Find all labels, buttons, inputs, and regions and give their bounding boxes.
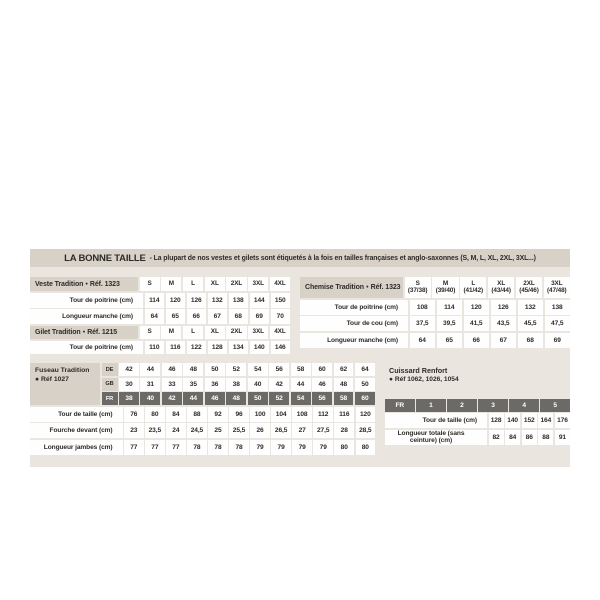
- bullet-icon: ●: [365, 284, 369, 289]
- table-row: [30, 440, 375, 455]
- row-label-cell: Tour de taille (cm): [385, 413, 487, 428]
- table-row: [30, 309, 290, 324]
- value-cell: 27,5: [313, 423, 333, 438]
- size-header-cell: 4XL: [270, 277, 290, 291]
- size-value-cell: 38: [119, 392, 139, 405]
- size-value-cell: 56: [312, 392, 332, 405]
- table-fuseau-tradition: [30, 363, 375, 455]
- value-cell: 77: [124, 440, 144, 455]
- row-label-cell: Tour de poitrine (cm): [300, 300, 408, 315]
- size-grid: [102, 363, 376, 405]
- value-cell: 108: [292, 407, 312, 422]
- size-value-cell: 52: [269, 392, 289, 405]
- size-value-cell: 58: [334, 392, 354, 405]
- table-row: [300, 333, 570, 348]
- table-chemise-tradition: [300, 277, 570, 348]
- size-value-cell: 52: [226, 363, 246, 376]
- table-title: Cuissard Renfort: [389, 366, 448, 375]
- size-value-cell: 36: [205, 378, 225, 391]
- value-cell: 176: [555, 413, 570, 428]
- value-cell: 150: [271, 293, 291, 308]
- value-cell: 122: [187, 341, 207, 354]
- value-cell: 41,5: [464, 316, 490, 331]
- value-cell: 67: [208, 309, 228, 324]
- size-header-cell: 3XL: [248, 277, 268, 291]
- bullet-icon: ●: [85, 280, 88, 286]
- value-cell: 68: [229, 309, 249, 324]
- table-header-row: [30, 277, 290, 291]
- value-cell: 104: [271, 407, 291, 422]
- value-cell: 79: [313, 440, 333, 455]
- size-header-cell: S: [140, 277, 160, 291]
- table-row: [30, 423, 375, 438]
- value-cell: 68: [518, 333, 544, 348]
- value-cell: 140: [505, 413, 520, 428]
- row-label-cell: Tour de poitrine (cm): [30, 293, 143, 308]
- size-value-cell: 48: [334, 378, 354, 391]
- value-cell: 110: [145, 341, 165, 354]
- value-cell: 108: [410, 300, 436, 315]
- value-cell: 126: [187, 293, 207, 308]
- size-header-cell: XL: [205, 277, 225, 291]
- row-label-cell: Fourche devant (cm): [30, 423, 123, 438]
- value-cell: 116: [166, 341, 186, 354]
- size-value-cell: 50: [248, 392, 268, 405]
- value-cell: 70: [271, 309, 291, 324]
- value-cell: 24,5: [187, 423, 207, 438]
- value-cell: 88: [187, 407, 207, 422]
- table-row: [300, 300, 570, 315]
- size-value-cell: 60: [312, 363, 332, 376]
- value-cell: 27: [292, 423, 312, 438]
- size-system-cell: DE: [102, 363, 118, 376]
- value-cell: 79: [250, 440, 270, 455]
- value-cell: 112: [313, 407, 333, 422]
- table-row: [30, 407, 375, 422]
- value-cell: 116: [334, 407, 354, 422]
- size-value-cell: 31: [140, 378, 160, 391]
- table-cuissard-renfort: [385, 363, 570, 445]
- value-cell: 138: [229, 293, 249, 308]
- size-header-cell: S (37/38): [405, 277, 431, 298]
- size-header-cell: M (39/40): [432, 277, 458, 298]
- table-title-block: [385, 363, 570, 397]
- value-cell: 69: [250, 309, 270, 324]
- size-value-cell: 64: [355, 363, 375, 376]
- value-cell: 39,5: [437, 316, 463, 331]
- value-cell: 164: [538, 413, 553, 428]
- row-label-cell: Tour de cou (cm): [300, 316, 408, 331]
- value-cell: 76: [124, 407, 144, 422]
- row-label-cell: Longueur totale (sans ceinture) (cm): [385, 430, 487, 445]
- table-row: [385, 413, 570, 428]
- value-cell: 47,5: [545, 316, 571, 331]
- value-cell: 100: [250, 407, 270, 422]
- value-cell: 144: [250, 293, 270, 308]
- value-cell: 80: [356, 440, 376, 455]
- value-cell: 37,5: [410, 316, 436, 331]
- fuseau-size-block: [30, 363, 375, 405]
- size-value-cell: 40: [140, 392, 160, 405]
- row-label-cell: Longueur manche (cm): [30, 309, 143, 324]
- size-row: [102, 378, 376, 391]
- table-header-row: [30, 326, 290, 339]
- size-header-cell: 2XL: [226, 326, 246, 339]
- table-header-row: [385, 399, 570, 412]
- value-cell: 26: [250, 423, 270, 438]
- value-cell: 152: [522, 413, 537, 428]
- value-cell: 92: [208, 407, 228, 422]
- value-cell: 45,5: [518, 316, 544, 331]
- table-title-cell: Veste Tradition ● Réf. 1323: [30, 277, 138, 291]
- value-cell: 78: [208, 440, 228, 455]
- banner-title: LA BONNE TAILLE: [64, 252, 146, 264]
- value-cell: 64: [410, 333, 436, 348]
- size-value-cell: 40: [248, 378, 268, 391]
- value-cell: 24: [166, 423, 186, 438]
- value-cell: 128: [489, 413, 504, 428]
- size-value-cell: 30: [119, 378, 139, 391]
- size-value-cell: 50: [205, 363, 225, 376]
- value-cell: 96: [229, 407, 249, 422]
- value-cell: 65: [437, 333, 463, 348]
- size-value-cell: 42: [162, 392, 182, 405]
- value-cell: 79: [292, 440, 312, 455]
- value-cell: 67: [491, 333, 517, 348]
- value-cell: 66: [187, 309, 207, 324]
- value-cell: 43,5: [491, 316, 517, 331]
- row-label-cell: Longueur jambes (cm): [30, 440, 123, 455]
- size-value-cell: 56: [269, 363, 289, 376]
- value-cell: 28: [334, 423, 354, 438]
- table-veste-tradition: [30, 277, 290, 324]
- size-header-cell: M: [161, 277, 181, 291]
- value-cell: 134: [229, 341, 249, 354]
- table-ref: ● Réf 1062, 1026, 1054: [389, 375, 459, 383]
- size-value-cell: 44: [291, 378, 311, 391]
- banner-subtitle: - La plupart de nos vestes et gilets sont étiquetés à la fois en tailles françaises et anglo-saxonnes (S, M, L, XL, 2XL, 3XL...): [149, 254, 536, 262]
- size-header-cell: L: [183, 277, 203, 291]
- size-header-cell: XL: [205, 326, 225, 339]
- value-cell: 88: [538, 430, 553, 445]
- value-cell: 86: [522, 430, 537, 445]
- value-cell: 77: [166, 440, 186, 455]
- size-row: [102, 392, 376, 405]
- size-value-cell: 54: [248, 363, 268, 376]
- table-gilet-tradition: [30, 326, 290, 354]
- value-cell: 25,5: [229, 423, 249, 438]
- value-cell: 84: [166, 407, 186, 422]
- size-header-cell: 2XL: [226, 277, 246, 291]
- bullet-icon: ●: [82, 329, 86, 334]
- size-value-cell: 54: [291, 392, 311, 405]
- value-cell: 77: [145, 440, 165, 455]
- size-value-cell: 35: [183, 378, 203, 391]
- size-header-cell: 5: [540, 399, 570, 412]
- size-header-cell: 3: [478, 399, 508, 412]
- value-cell: 80: [145, 407, 165, 422]
- value-cell: 140: [250, 341, 270, 354]
- value-cell: 120: [166, 293, 186, 308]
- size-header-cell: S: [140, 326, 160, 339]
- size-guide-panel: [30, 249, 570, 467]
- table-row: [385, 430, 570, 445]
- value-cell: 78: [187, 440, 207, 455]
- value-cell: 120: [464, 300, 490, 315]
- size-header-cell: 3XL (47/48): [544, 277, 570, 298]
- size-header-cell: 2XL (45/46): [516, 277, 542, 298]
- value-cell: 80: [334, 440, 354, 455]
- table-header-row: [300, 277, 570, 298]
- value-cell: 28,5: [356, 423, 376, 438]
- size-header-cell: L (41/42): [460, 277, 486, 298]
- size-value-cell: 48: [226, 392, 246, 405]
- size-value-cell: 46: [205, 392, 225, 405]
- size-value-cell: 62: [334, 363, 354, 376]
- size-value-cell: 46: [162, 363, 182, 376]
- size-header-cell: 3XL: [248, 326, 268, 339]
- row-label-cell: Tour de taille (cm): [30, 407, 123, 422]
- table-row: [300, 316, 570, 331]
- size-value-cell: 42: [119, 363, 139, 376]
- size-value-cell: 48: [183, 363, 203, 376]
- row-label-cell: Longueur manche (cm): [300, 333, 408, 348]
- size-value-cell: 42: [269, 378, 289, 391]
- size-value-cell: 58: [291, 363, 311, 376]
- value-cell: 84: [505, 430, 520, 445]
- value-cell: 91: [555, 430, 570, 445]
- table-title-cell: Chemise Tradition ● Réf. 1323: [300, 277, 403, 298]
- size-row: [102, 363, 376, 376]
- row-label-cell: Tour de poitrine (cm): [30, 341, 143, 354]
- value-cell: 128: [208, 341, 228, 354]
- value-cell: 69: [545, 333, 571, 348]
- value-cell: 78: [229, 440, 249, 455]
- size-system-cell: GB: [102, 378, 118, 391]
- size-value-cell: 60: [355, 392, 375, 405]
- size-header-cell: 4: [509, 399, 539, 412]
- value-cell: 114: [145, 293, 165, 308]
- value-cell: 64: [145, 309, 165, 324]
- value-cell: 114: [437, 300, 463, 315]
- value-cell: 132: [518, 300, 544, 315]
- table-title-cell: Fuseau Tradition ● Réf 1027: [30, 363, 100, 405]
- value-cell: 138: [545, 300, 571, 315]
- size-value-cell: 44: [140, 363, 160, 376]
- size-value-cell: 33: [162, 378, 182, 391]
- size-header-cell: M: [161, 326, 181, 339]
- value-cell: 126: [491, 300, 517, 315]
- value-cell: 120: [356, 407, 376, 422]
- size-system-cell: FR: [385, 399, 415, 412]
- size-header-cell: 1: [416, 399, 446, 412]
- size-value-cell: 46: [312, 378, 332, 391]
- size-system-cell: FR: [102, 392, 118, 405]
- value-cell: 23: [124, 423, 144, 438]
- table-title-cell: Gilet Tradition ● Réf. 1215: [30, 326, 138, 339]
- size-value-cell: 50: [355, 378, 375, 391]
- value-cell: 23,5: [145, 423, 165, 438]
- value-cell: 25: [208, 423, 228, 438]
- size-header-cell: XL (43/44): [488, 277, 514, 298]
- size-value-cell: 44: [183, 392, 203, 405]
- value-cell: 132: [208, 293, 228, 308]
- value-cell: 79: [271, 440, 291, 455]
- value-cell: 65: [166, 309, 186, 324]
- table-row: [30, 293, 290, 308]
- value-cell: 146: [271, 341, 291, 354]
- table-row: [30, 341, 290, 354]
- size-header-cell: 4XL: [270, 326, 290, 339]
- banner: [30, 249, 570, 267]
- size-value-cell: 38: [226, 378, 246, 391]
- size-header-cell: 2: [447, 399, 477, 412]
- value-cell: 66: [464, 333, 490, 348]
- size-header-cell: L: [183, 326, 203, 339]
- value-cell: 26,5: [271, 423, 291, 438]
- value-cell: 82: [489, 430, 504, 445]
